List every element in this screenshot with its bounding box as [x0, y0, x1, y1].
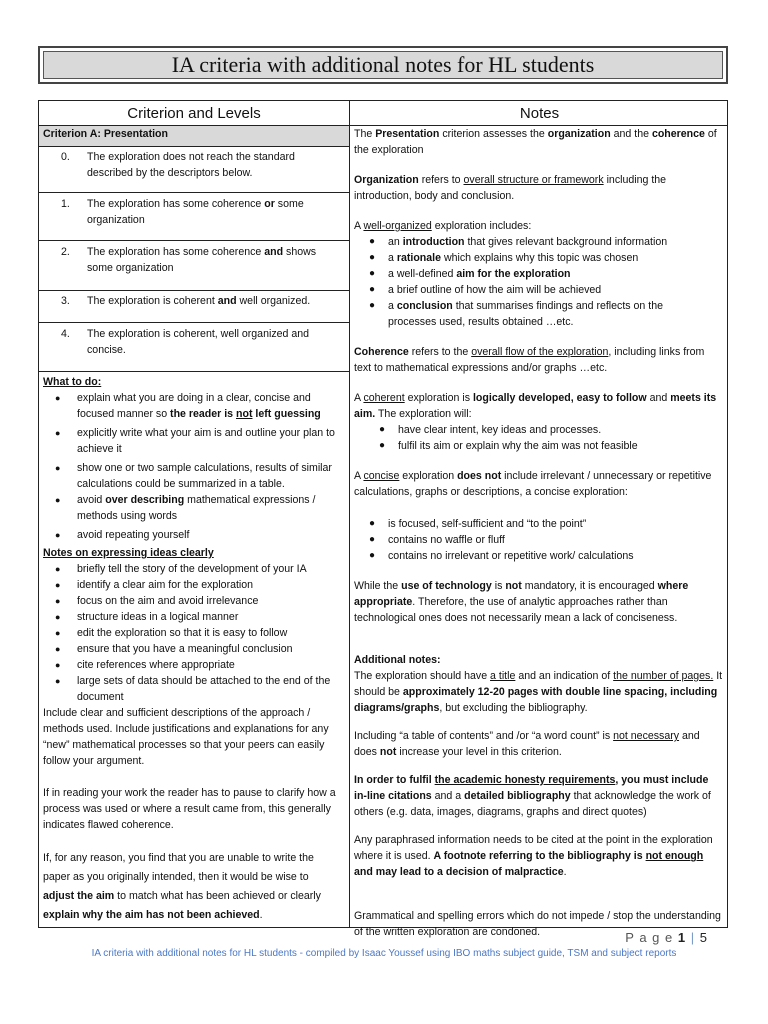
list-item: ● contains no irrelevant or repetitive work/ calculations — [368, 550, 634, 562]
paragraph: A concise exploration does not include irrelevant / unnecessary or repetitive calculations, graphs or descriptions, a concise exploration: — [354, 470, 712, 498]
level-row-0 — [39, 147, 349, 193]
list-item: ● an introduction that gives relevant background information — [368, 236, 668, 248]
level-text: The exploration is coherent and well organized. — [87, 295, 311, 307]
footer-credit: IA criteria with additional notes for HL students - compiled by Isaac Youssef using IBO maths subject guide, TSM and subject reports — [91, 948, 677, 959]
additional-notes-heading: Additional notes: — [354, 654, 441, 666]
paragraph: If, for any reason, you find that you are unable to write the paper as you originally intended, then it would be wise to adjust the aim to match what has been achieved or clearly explain why the aim has not been achieved. — [43, 852, 321, 921]
page-title: IA criteria with additional notes for HL students — [43, 51, 723, 79]
paragraph: Coherence refers to the overall flow of the exploration, including links from text to mathematical expressions and/or graphs …etc. — [354, 346, 705, 374]
right-notes — [350, 126, 729, 940]
level-row-3: 3. The exploration is coherent and well organized. — [39, 291, 349, 323]
list-item: ● briefly tell the story of the development of your IA — [55, 563, 307, 575]
list-item: ● explicitly write what your aim is and outline your plan to achieve it — [55, 427, 335, 455]
list-item: ● is focused, self-sufficient and “to the point” — [368, 518, 587, 530]
list-item: ● cite references where appropriate — [55, 659, 235, 671]
level-text: The exploration does not reach the standard described by the descriptors below. — [87, 151, 295, 179]
paragraph: A well-organized exploration includes: — [354, 220, 532, 232]
list-item: ● identify a clear aim for the exploration — [55, 579, 254, 591]
left-column-header: Criterion and Levels — [127, 104, 261, 122]
list-item: ● show one or two sample calculations, results of similar calculations could be summarized in a table. — [55, 462, 332, 490]
paragraph: The Presentation criterion assesses the organization and the coherence of the exploration — [354, 128, 717, 156]
level-row-2: 2. The exploration has some coherence and shows some organization — [39, 241, 349, 291]
level-text: The exploration is coherent, well organized and concise. — [87, 328, 310, 356]
list-item: ● focus on the aim and avoid irrelevance — [55, 595, 259, 607]
title-box — [38, 46, 728, 84]
left-guidance — [39, 374, 349, 925]
list-item: ● large sets of data should be attached to the end of the document — [55, 675, 331, 703]
paragraph: Any paraphrased information needs to be cited at the point in the exploration where it is used. A footnote referring to the bibliography is not enough and may lead to a decision of malpractice. — [354, 834, 713, 878]
paragraph: The exploration should have a title and an indication of the number of pages. It should be approximately 12-20 pages with double line spacing, including diagrams/graphs, but excluding the bibliography. — [354, 670, 723, 714]
paragraph: Grammatical and spelling errors which do not impede / stop the understanding of the written exploration are condoned. — [354, 910, 721, 938]
paragraph: Including “a table of contents” and /or “a word count” is not necessary and does not increase your level in this criterion. — [354, 730, 700, 758]
what-to-do-heading: What to do: — [43, 376, 102, 388]
list-item: ● avoid over describing mathematical expressions / methods using words — [55, 494, 316, 522]
list-item: ● fulfil its aim or explain why the aim was not feasible — [378, 440, 638, 452]
right-column-header: Notes — [519, 104, 560, 122]
paragraph: Include clear and sufficient descriptions of the approach / methods used. Include justifications and explanations for any “new” mathematical processes so that your peers can easily follow your argument. — [43, 707, 329, 767]
level-text: The exploration has some coherence or some organization — [87, 198, 304, 226]
criterion-row — [39, 126, 349, 147]
level-row-1: 1. The exploration has some coherence or some organization — [39, 193, 349, 241]
paragraph: A coherent exploration is logically developed, easy to follow and meets its aim. The exploration will: — [354, 392, 717, 420]
list-item: ● a conclusion that summarises findings and reflects on the processes used, results obtained …etc. — [368, 300, 663, 328]
paragraph: If in reading your work the reader has to pause to clarify how a process was used or where a result came from, this generally indicates flawed coherence. — [43, 787, 336, 831]
list-item: ● ensure that you have a meaningful conclusion — [55, 643, 293, 655]
level-number: 0. — [61, 151, 70, 163]
list-item: ● structure ideas in a logical manner — [55, 611, 239, 623]
notes-heading: Notes on expressing ideas clearly — [43, 547, 214, 559]
list-item: ● a well-defined aim for the exploration — [368, 268, 571, 280]
list-item: ● edit the exploration so that it is easy to follow — [55, 627, 288, 639]
list-item: ● a brief outline of how the aim will be achieved — [368, 284, 602, 296]
list-item: ● contains no waffle or fluff — [368, 534, 505, 546]
criterion-label: Criterion A: Presentation — [43, 128, 168, 140]
list-item: ● explain what you are doing in a clear, concise and focused manner so the reader is not left guessing — [55, 392, 321, 420]
paragraph: Organization refers to overall structure or framework including the introduction, body and conclusion. — [354, 174, 667, 202]
level-row-4: 4. The exploration is coherent, well organized and concise. — [39, 323, 349, 372]
level-text: The exploration has some coherence and shows some organization — [87, 246, 317, 274]
paragraph: While the use of technology is not mandatory, it is encouraged where appropriate. Therefore, the use of analytic approaches rather than technological ones does not necessarily mean a lack of conciseness. — [354, 580, 689, 624]
list-item: ● avoid repeating yourself — [55, 529, 190, 541]
paragraph: In order to fulfil the academic honesty requirements, you must include in-line citations and a detailed bibliography that acknowledge the work of others (e.g. data, images, diagrams, graphs and direct quotes) — [354, 774, 711, 818]
list-item: ● a rationale which explains why this topic was chosen — [368, 252, 639, 264]
page-number: P a g e 1 | 5 — [625, 930, 708, 945]
list-item: ● have clear intent, key ideas and processes. — [378, 424, 602, 436]
